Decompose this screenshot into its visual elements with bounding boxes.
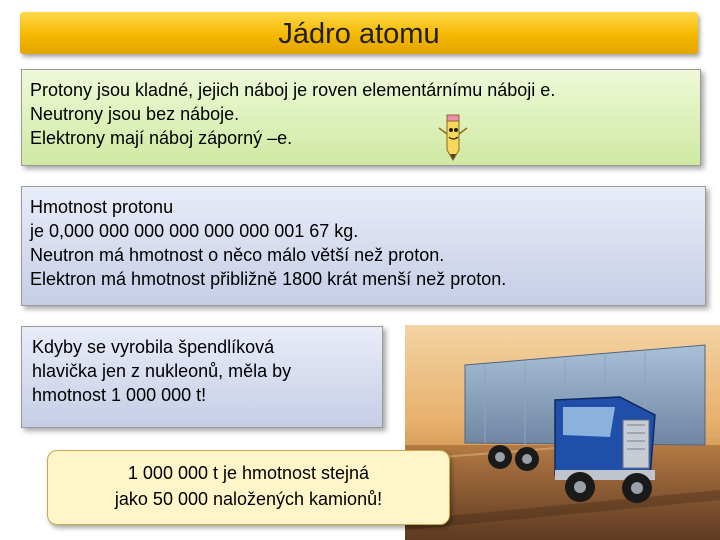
pinhead-info-box <box>21 326 383 428</box>
mass-line-neutron: Neutron má hmotnost o něco málo větší než proton. <box>30 245 445 265</box>
slide-title: Jádro atomu <box>278 18 440 50</box>
title-banner <box>20 12 698 54</box>
charge-line-neutrons: Neutrony jsou bez náboje. <box>30 104 240 124</box>
pinhead-line-1: Kdyby se vyrobila špendlíková <box>32 337 275 357</box>
charge-info-box <box>21 69 701 166</box>
charge-line-protons: Protony jsou kladné, jejich náboj je roven elementárnímu náboji e. <box>30 80 556 100</box>
pencil-mascot-icon <box>433 112 473 162</box>
mass-line-proton-label: Hmotnost protonu <box>30 197 174 217</box>
mass-info-box <box>21 186 706 306</box>
pinhead-line-2: hlavička jen z nukleonů, měla by <box>32 361 292 381</box>
note-line-1: 1 000 000 t je hmotnost stejná <box>127 463 370 483</box>
truck-photo <box>405 325 720 540</box>
note-line-2: jako 50 000 naložených kamionů! <box>114 489 383 509</box>
pinhead-line-3: hmotnost 1 000 000 t! <box>32 385 207 405</box>
truck-comparison-note <box>47 450 450 525</box>
mass-line-electron: Elektron má hmotnost přibližně 1800 krát menší než proton. <box>30 269 507 289</box>
charge-line-electrons: Elektrony mají náboj záporný –e. <box>30 128 293 148</box>
mass-line-proton-value: je 0,000 000 000 000 000 000 001 67 kg. <box>30 221 359 241</box>
truck-illustration <box>405 325 720 540</box>
